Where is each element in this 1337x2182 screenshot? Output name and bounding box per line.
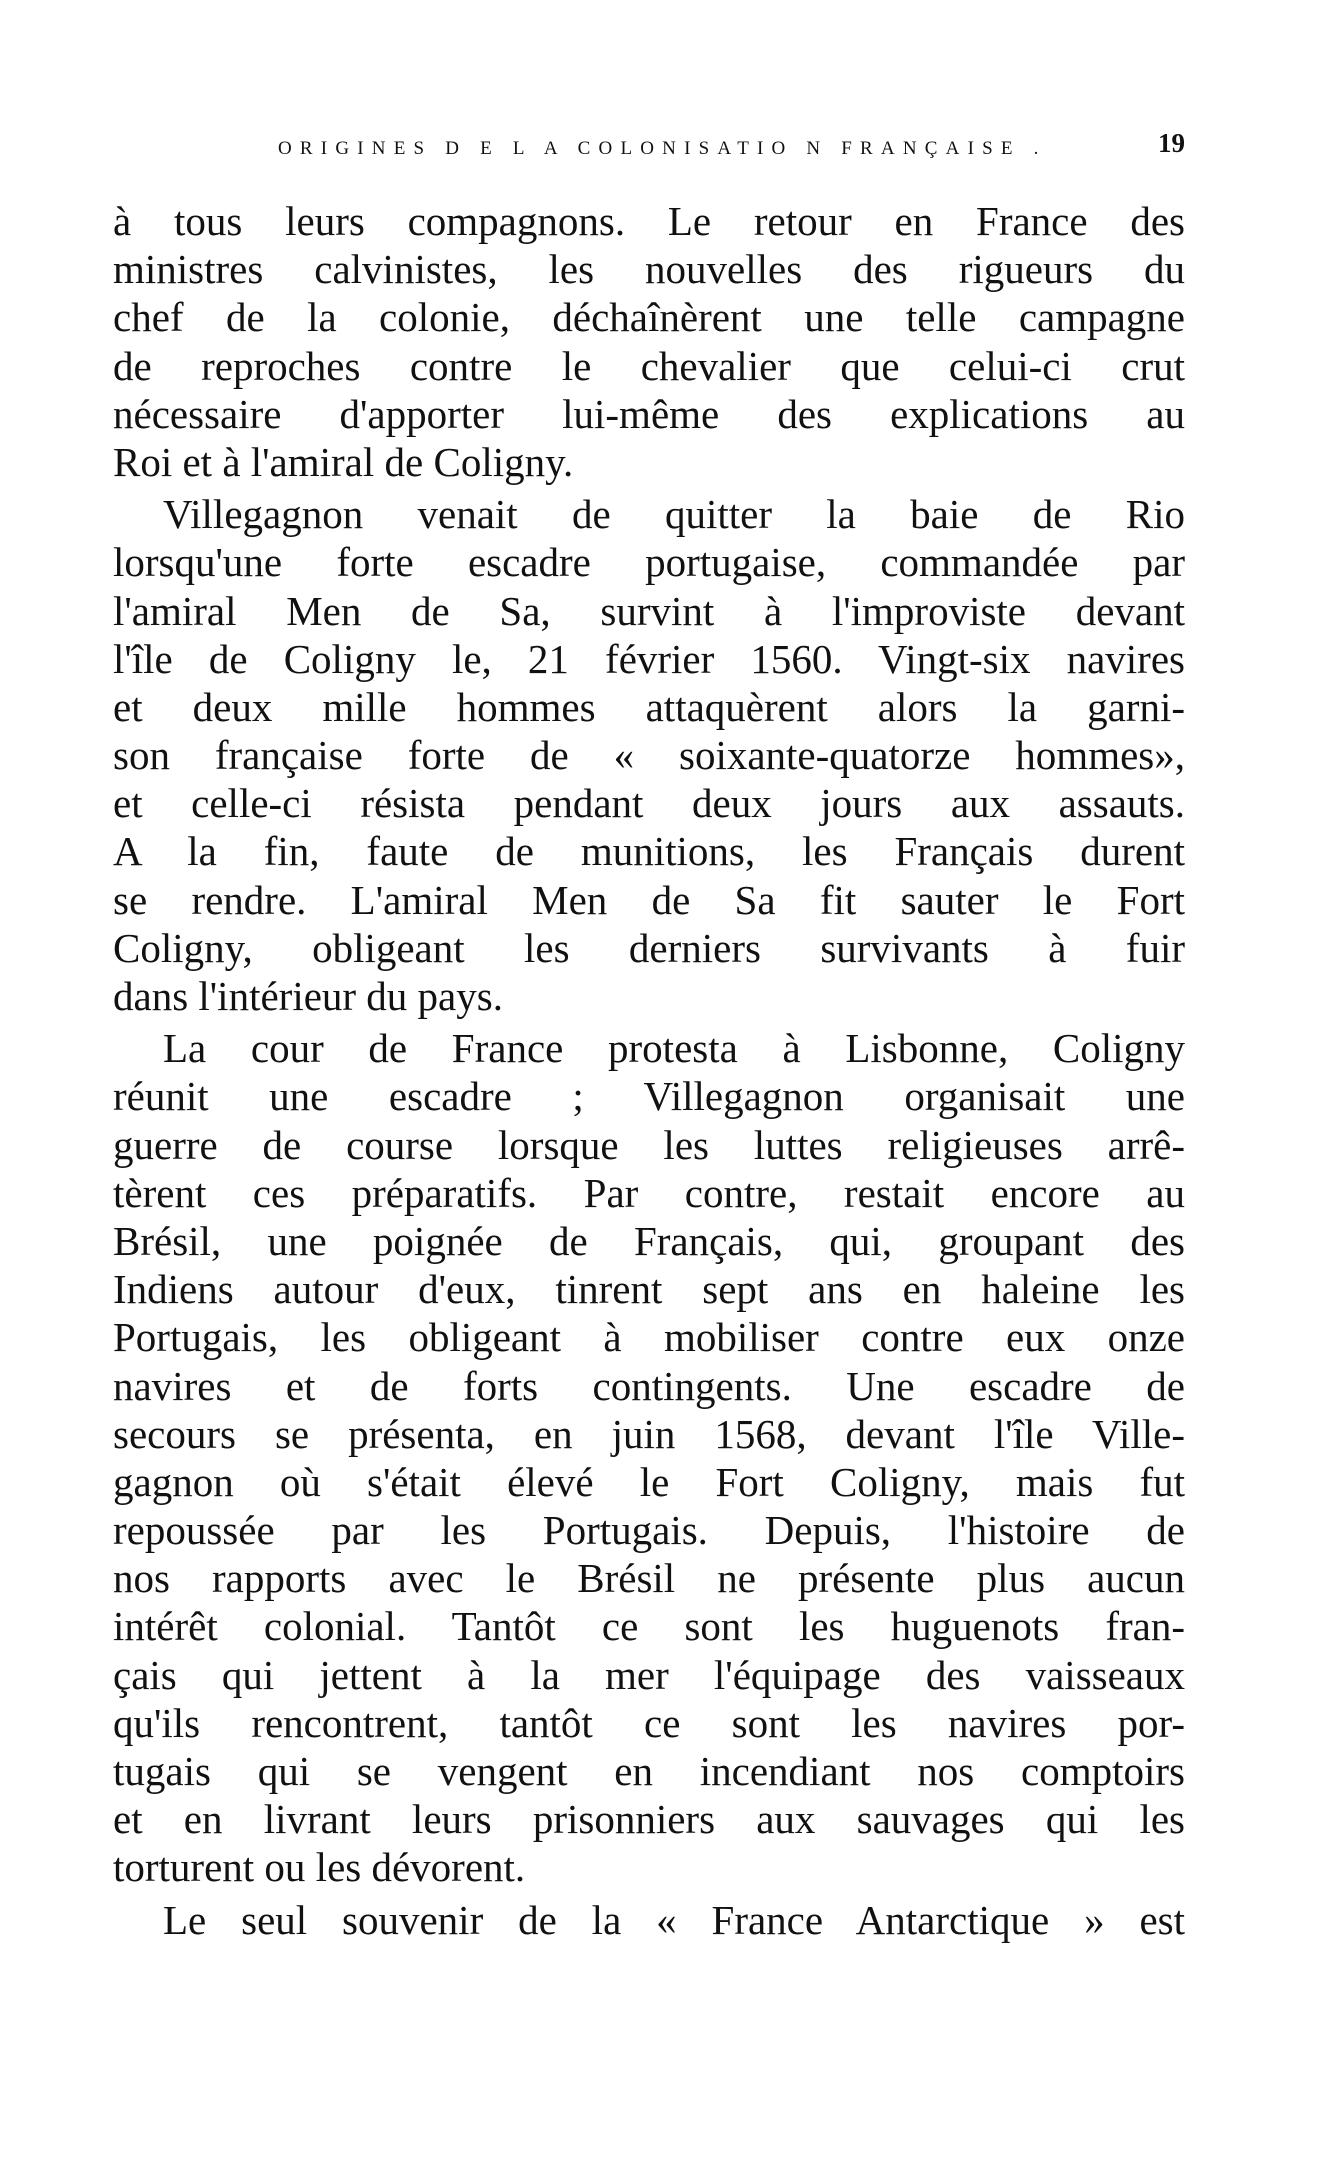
text-line: Brésil, une poignée de Français, qui, groupant des bbox=[113, 1217, 1185, 1264]
text-line: dans l'intérieur du pays. bbox=[113, 973, 503, 1019]
text-line: guerre de course lorsque les luttes religieuses arrê- bbox=[113, 1121, 1185, 1168]
text-line: torturent ou les dévorent. bbox=[113, 1844, 526, 1891]
text-line: tèrent ces préparatifs. Par contre, restait encore au bbox=[113, 1169, 1185, 1216]
text-line: qu'ils rencontrent, tantôt ce sont les navires por- bbox=[113, 1699, 1185, 1746]
text-line: l'amiral Men de Sa, survint à l'improviste devant bbox=[113, 587, 1185, 634]
page-header bbox=[113, 128, 1185, 168]
text-line: à tous leurs compagnons. Le retour en France des bbox=[113, 198, 1185, 244]
text-line: Portugais, les obligeant à mobiliser contre eux onze bbox=[113, 1314, 1185, 1361]
text-line: çais qui jettent à la mer l'équipage des vaisseaux bbox=[113, 1651, 1185, 1698]
paragraph-2 bbox=[113, 490, 1185, 1020]
text-line: Roi et à l'amiral de Coligny. bbox=[113, 438, 574, 485]
text-line: son française forte de « soixante-quatorze hommes», bbox=[113, 732, 1185, 779]
text-line: et celle-ci résista pendant deux jours aux assauts. bbox=[113, 780, 1185, 827]
text-line: nos rapports avec le Brésil ne présente plus aucun bbox=[113, 1555, 1185, 1602]
text-line: La cour de France protesta à Lisbonne, Coligny bbox=[163, 1025, 1185, 1072]
body-text bbox=[113, 197, 1185, 1948]
paragraph-3 bbox=[113, 1024, 1185, 1891]
text-line: A la fin, faute de munitions, les Français durent bbox=[113, 828, 1185, 875]
text-line: et deux mille hommes attaquèrent alors la garni- bbox=[113, 683, 1185, 730]
text-line: et en livrant leurs prisonniers aux sauvages qui les bbox=[113, 1796, 1185, 1843]
text-line: Coligny, obligeant les derniers survivants à fuir bbox=[113, 924, 1185, 971]
text-line: se rendre. L'amiral Men de Sa fit sauter le Fort bbox=[113, 876, 1185, 923]
text-line: Indiens autour d'eux, tinrent sept ans en haleine les bbox=[113, 1266, 1185, 1313]
text-line: chef de la colonie, déchaînèrent une telle campagne bbox=[113, 294, 1185, 341]
text-line: lorsqu'une forte escadre portugaise, commandée par bbox=[113, 539, 1185, 586]
text-line: de reproches contre le chevalier que celui-ci crut bbox=[113, 342, 1185, 389]
text-line: nécessaire d'apporter lui-même des explications au bbox=[113, 390, 1185, 437]
text-line: intérêt colonial. Tantôt ce sont les huguenots fran- bbox=[113, 1603, 1185, 1650]
text-line: repoussée par les Portugais. Depuis, l'histoire de bbox=[113, 1507, 1185, 1554]
text-line: Le seul souvenir de la « France Antarctique » est bbox=[163, 1896, 1185, 1943]
text-line: navires et de forts contingents. Une escadre de bbox=[113, 1362, 1185, 1409]
paragraph-4 bbox=[113, 1896, 1185, 1944]
text-line: secours se présenta, en juin 1568, devant l'île Ville- bbox=[113, 1410, 1185, 1457]
page-number: 19 bbox=[1158, 128, 1185, 158]
text-line: réunit une escadre ; Villegagnon organisait une bbox=[113, 1073, 1185, 1120]
text-line: ministres calvinistes, les nouvelles des rigueurs du bbox=[113, 246, 1185, 293]
text-line: gagnon où s'était élevé le Fort Coligny, mais fut bbox=[113, 1458, 1185, 1505]
text-line: l'île de Coligny le, 21 février 1560. Vingt-six navires bbox=[113, 635, 1185, 682]
text-line: tugais qui se vengent en incendiant nos comptoirs bbox=[113, 1748, 1185, 1794]
running-title: ORIGINES D E L A COLONISATIO N FRANÇAISE . bbox=[278, 138, 1047, 159]
text-line: Villegagnon venait de quitter la baie de Rio bbox=[163, 491, 1185, 538]
paragraph-1 bbox=[113, 197, 1185, 486]
